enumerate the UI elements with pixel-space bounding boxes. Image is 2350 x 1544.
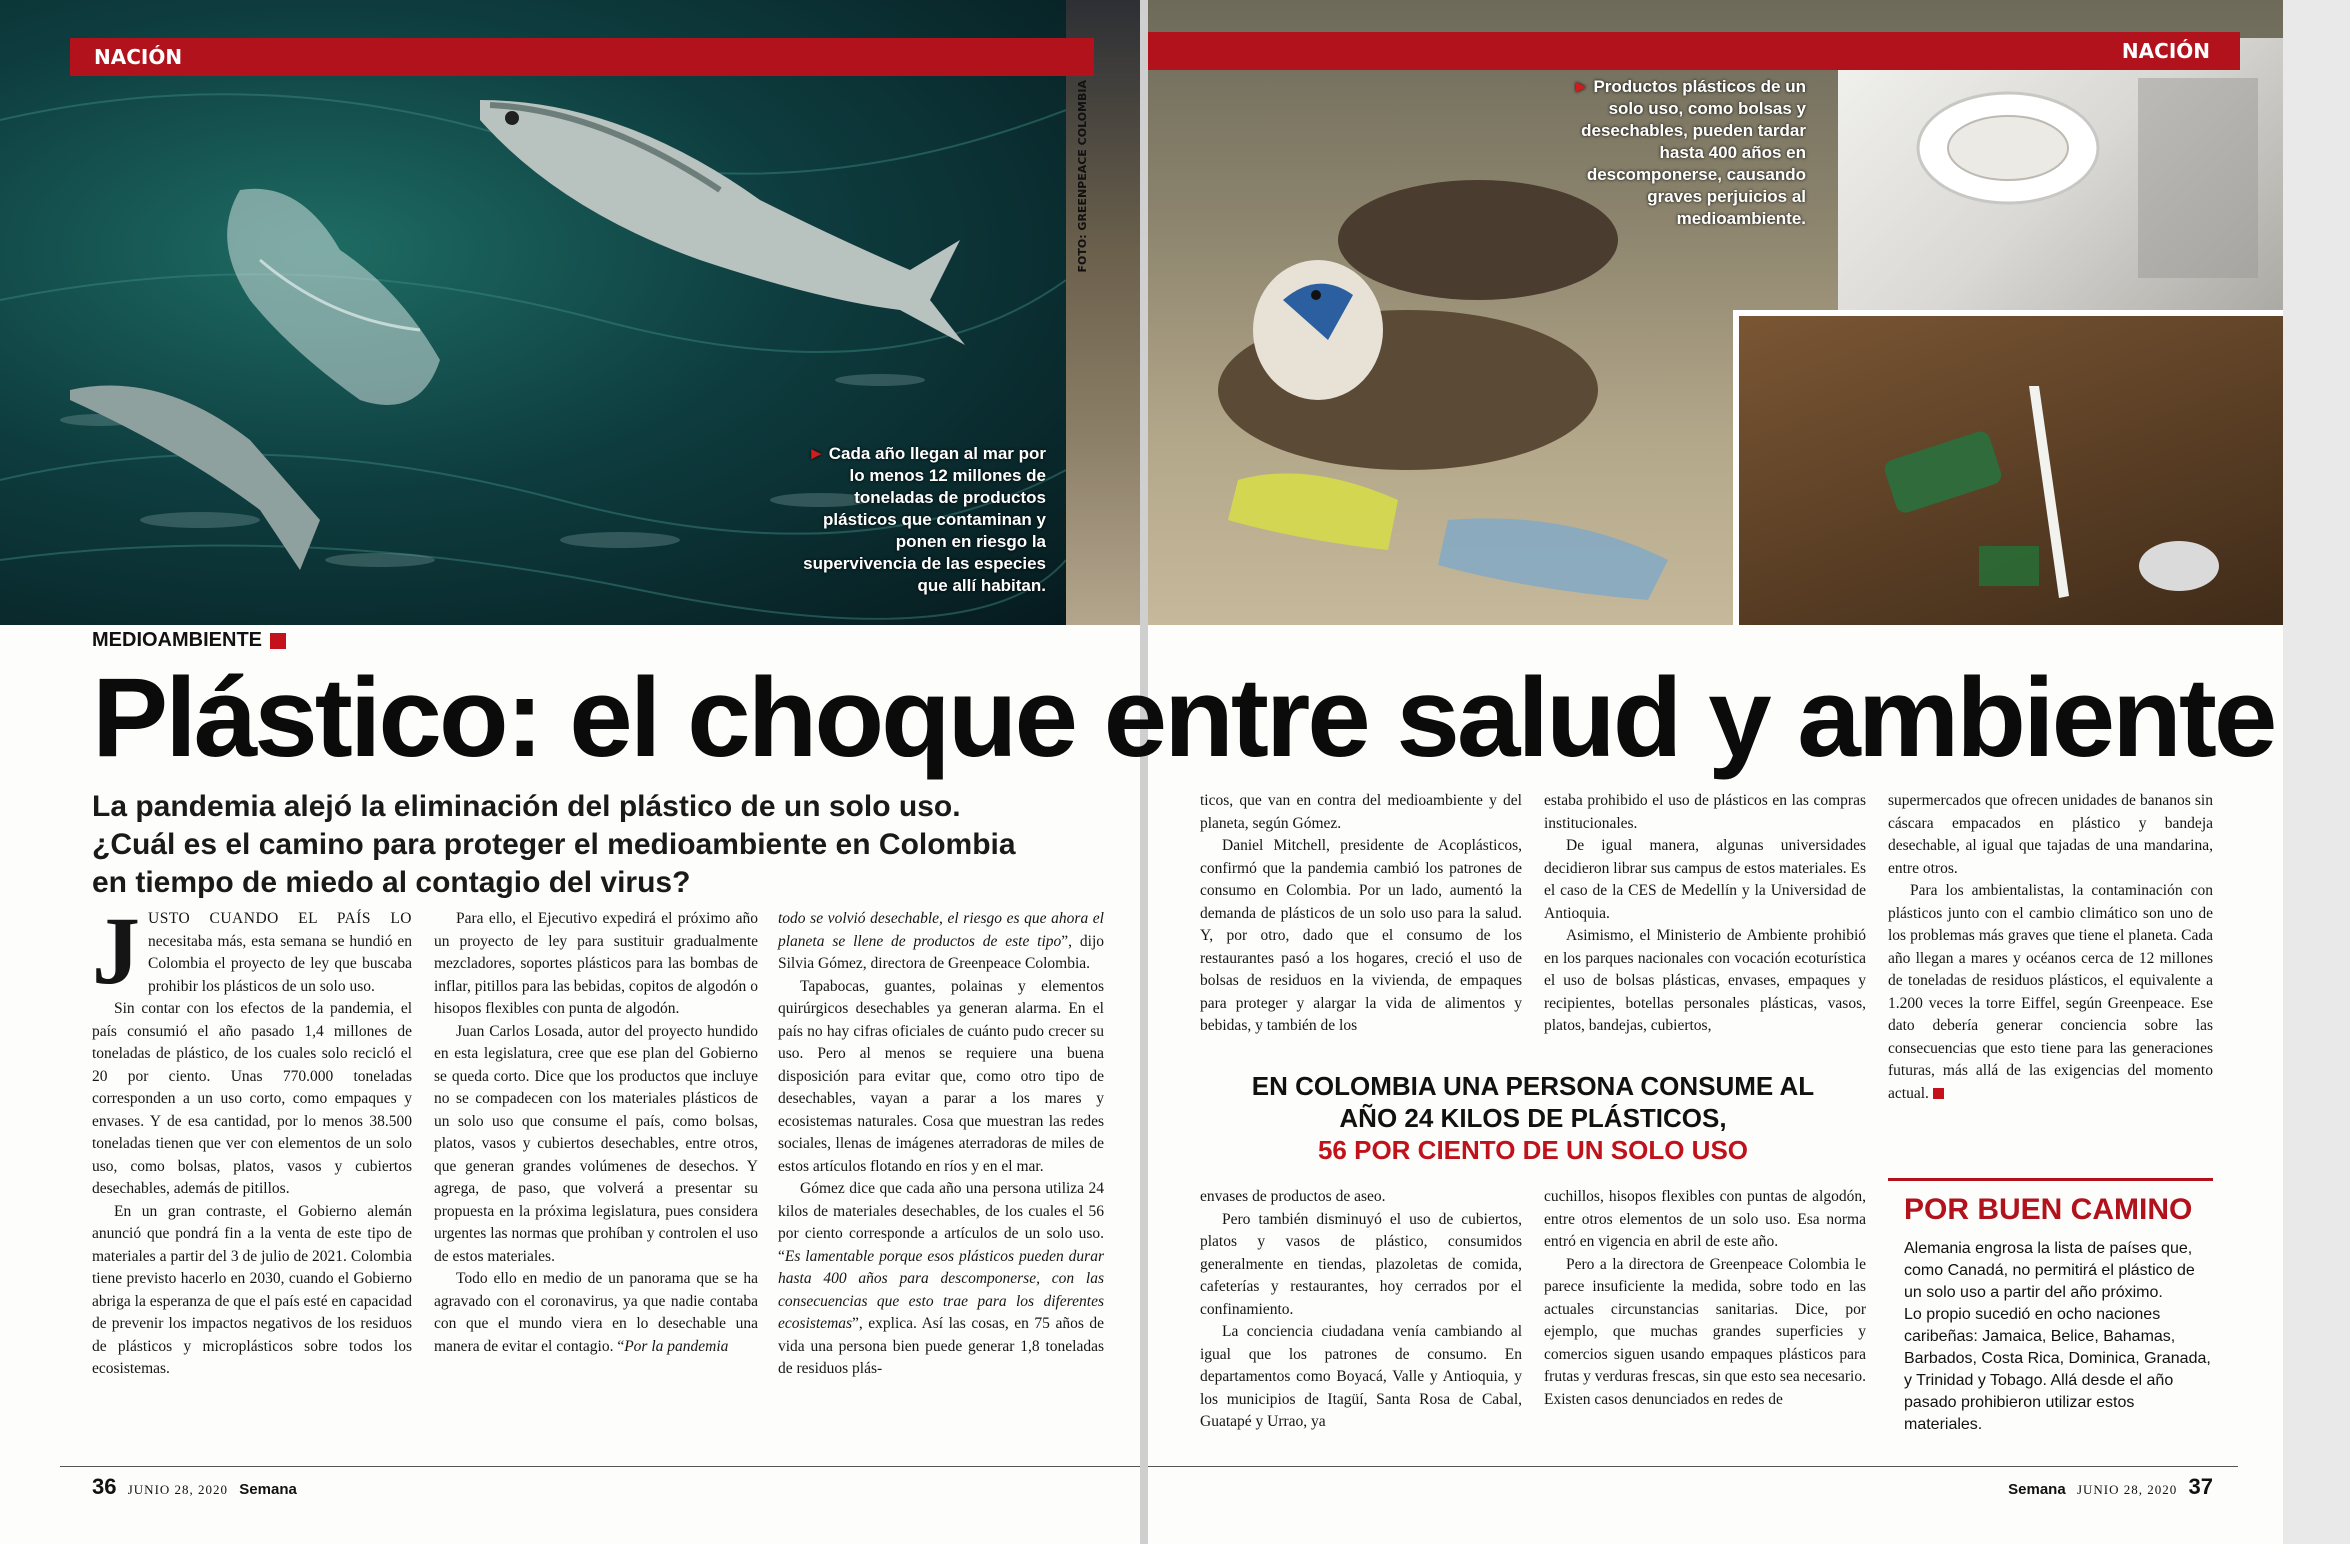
paragraph: Asimismo, el Ministerio de Ambiente prohibió en los parques nacionales con vocación ecoturística el uso de bolsas plásticas, envases, empaques y recipientes, botellas personales plásticas, vasos, platos, bandejas, cubiertos, <box>1544 927 1866 1034</box>
headline: Plástico: el choque entre salud y ambiente <box>92 655 2275 780</box>
caption-arrow-icon: ► <box>1572 77 1590 96</box>
sidebar-box <box>1888 1190 2213 1436</box>
photo-credit: FOTO: GREENPEACE COLOMBIA <box>1076 80 1089 273</box>
bird-photo-edge <box>1066 0 1140 625</box>
section-bar-right: NACIÓN <box>1148 32 2240 70</box>
paragraph: ticos, que van en contra del medioambiente y del planeta, según Gómez. <box>1200 792 1522 832</box>
paragraph: supermercados que ofrecen unidades de bananos sin cáscara empacados en plástico y bandeja desechable, al igual que tajadas de una mandarina, entre otros. <box>1888 792 2213 877</box>
paragraph: Sin contar con los efectos de la pandemia, el país consumió el año pasado 1,4 millones de toneladas de plástico, de los cuales solo recicló el 20 por ciento. Unas 770.000 toneladas corresponden a un uso corto, como empaques y envases. Y de esa cantidad, por lo menos 38.500 toneladas tienen que ver con elementos de un solo uso, como bolsas, platos, vasos y cubiertos desechables, además de pitillos. <box>92 1000 412 1197</box>
column-4-bottom <box>1200 1186 1522 1434</box>
folio-right: Semana JUNIO 28, 2020 37 <box>2008 1474 2213 1499</box>
paragraph: Daniel Mitchell, presidente de Acoplásticos, confirmó que la pandemia cambió los patrones de consumo en Colombia. Por un lado, aumentó la demanda de plásticos de un solo uso para la salud. Y, por otro, dado que el consumo de los restaurantes pasó a los hogares, creció el uso de bolsas de residuos en la vivienda, de empaques para proteger y alargar la vida de alimentos y bebidas, y también de los <box>1200 837 1522 1034</box>
lead-caps: USTO CUANDO EL PAÍS LO <box>148 910 412 927</box>
dropcap: J <box>92 897 140 1004</box>
footer-rule-left <box>60 1466 1140 1467</box>
sidebar-rule <box>1888 1178 2213 1181</box>
forest-illustration <box>1739 316 2283 625</box>
paragraph: En un gran contraste, el Gobierno alemán anunció que pondrá fin a la venta de este tipo de materiales a partir del 3 de julio de 2021. Colombia tiene previsto hacerlo en 2030, cuando el Gobierno abriga la esperanza de que el país esté en capacidad de prevenir los impactos negativos de los residuos de plásticos y microplásticos sobre todos los ecosistemas. <box>92 1202 412 1377</box>
pull-quote: EN COLOMBIA UNA PERSONA CONSUME AL AÑO 24 KILOS DE PLÁSTICOS, 56 POR CIENTO DE UN SOLO USO <box>1251 1071 1815 1165</box>
forest-litter-photo <box>1733 310 2283 625</box>
section-bar-left: NACIÓN <box>70 38 1094 76</box>
sidebar-paragraph: Lo propio sucedió en ocho naciones caribeñas: Jamaica, Belice, Bahamas, Barbados, Costa Rica, Dominica, Granada, y Trinidad y Tobago. Allá desde el año pasado prohibieron utilizar estos materiales. <box>1904 1306 2211 1433</box>
paragraph: La conciencia ciudadana venía cambiando al igual que los patrones de consumo. En departamentos como Boyacá, Valle y Antioquia, y los municipios de Itagüí, Santa Rosa de Cabal, Guatapé y Urrao, ya <box>1200 1323 1522 1430</box>
products-caption: ► Productos plásticos de un solo uso, como bolsas y desechables, pueden tardar hasta 400 años en descomponerse, causando graves perjuicios al medioambiente. <box>1572 77 1806 228</box>
sidebar-title: POR BUEN CAMINO <box>1904 1193 2193 1226</box>
caption-arrow-icon: ► <box>807 444 825 463</box>
column-6: supermercados que ofrecen unidades de bananos sin cáscara empacados en plástico y bandeja desechable, al igual que tajadas de una mandarina, entre otros. Para los ambientalistas, la contaminación con plásticos junto con el cambio climático son uno de los problemas más graves que tiene el planeta. Cada año llegan a mares y océanos cerca de 12 millones de toneladas de residuos plásticos, el equivalente a 1.200 veces la torre Eiffel, según Greenpeace. Ese dato debería generar conciencia sobre las consecuencias que esto tiene para las generaciones futuras, más allá de las exigencias del momento actual. <box>1888 792 2213 1102</box>
fish-photo-caption: ► Cada año llegan al mar por lo menos 12 millones de toneladas de productos plásticos que contaminan y ponen en riesgo la supervivencia de las especies que allí habitan. <box>803 444 1046 595</box>
paragraph: Pero a la directora de Greenpeace Colombia le parece insuficiente la medida, sobre todo en las actuales circunstancias sanitarias. Dice, por ejemplo, que muchas grandes superficies y comercios siguen usando empaques plásticos para frutas y verduras frescas, sin que esto sea necesario. Existen casos denunciados en redes de <box>1544 1255 1866 1408</box>
paragraph: envases de productos de aseo. <box>1200 1188 1386 1205</box>
paragraph: estaba prohibido el uso de plásticos en las compras institucionales. <box>1544 792 1866 832</box>
end-mark-icon <box>1933 1088 1944 1099</box>
footer-rule-right <box>1148 1466 2238 1467</box>
paragraph: Para ello, el Ejecutivo expedirá el próximo año un proyecto de ley para sustituir gradualmente mezcladores, soportes plásticos para las bombas de inflar, pitillos para las bebidas, copitos de algodón o hisopos flexibles con punta de algodón. <box>434 910 758 1017</box>
paragraph: Pero también disminuyó el uso de cubiertos, platos y vasos de plástico, consumidos generalmente en tiendas, plazoletas de comida, cafeterías y restaurantes, hoy cerrados por el confinamiento. <box>1200 1210 1522 1318</box>
column-4 <box>1200 790 1522 1038</box>
plastic-cups-photo <box>1838 38 2283 328</box>
kicker: MEDIOAMBIENTE <box>92 629 286 652</box>
kicker-square-icon <box>270 633 286 649</box>
column-5 <box>1544 790 1866 1038</box>
paragraph: cuchillos, hisopos flexibles con puntas de algodón, entre otros elementos de un solo uso. Esa norma entró en vigencia en abril de este año. <box>1544 1188 1866 1250</box>
deck: La pandemia alejó la eliminación del plástico de un solo uso. ¿Cuál es el camino para proteger el medioambiente en Colombia en tiempo de miedo al contagio del virus? <box>92 790 1016 899</box>
column-1: JUSTO CUANDO EL PAÍS LO necesitaba más, esta semana se hundió en Colombia el proyecto de ley que buscaba prohibir los plásticos de un solo uso. Sin contar con los efectos de la pandemia, el país consumió el año pasado 1,4 millones de toneladas de plástico, de los cuales solo recicló el 20 por ciento. Unas 770.000 toneladas corresponden a un uso corto, como empaques y envases. Y de esa cantidad, por lo menos 38.500 toneladas tienen que ver con elementos de un solo uso, como bolsas, platos, vasos y cubiertos desechables, además de pitillos. En un gran contraste, el Gobierno alemán anunció que pondrá fin a la venta de este tipo de materiales a partir del 3 de julio de 2021. Colombia tiene previsto hacerlo en 2030, cuando el Gobierno abriga la esperanza de que el país esté en capacidad de prevenir los impactos negativos de los residuos de plásticos y microplásticos sobre todos los ecosistemas. <box>92 908 412 1381</box>
folio-left: 36 JUNIO 28, 2020 Semana <box>92 1474 297 1499</box>
paragraph: Juan Carlos Losada, autor del proyecto hundido en esta legislatura, cree que ese plan del Gobierno se queda corto. Dice que los productos que incluye no se compadecen con los materiales plásticos de un solo uso que consume el país, como bolsas, platos, vasos y cubiertos desechables, entre otros, que generan grandes volúmenes de desechos. Y agrega, de paso, que volverá a presentar su propuesta en la próxima legislatura, pues considera urgentes las normas que prohíban y controlen el uso de estos materiales. <box>434 1022 758 1265</box>
column-5-bottom <box>1544 1186 1866 1411</box>
sidebar-paragraph: Alemania engrosa la lista de países que, como Canadá, no permitirá el plástico de un solo uso a partir del año próximo. <box>1904 1240 2195 1301</box>
paragraph: Tapabocas, guantes, polainas y elementos quirúrgicos desechables ya generan alarma. En el país no hay cifras oficiales de cuánto pudo crecer su uso. Pero al menos se requiere una buena disposición para evitar que, como otro tipo de desechables, vayan a parar a los mares y ecosistemas naturales. Cosa que muestran las redes sociales, llenas de imágenes aterradoras de miles de estos artículos flotando en ríos y en el mar. <box>778 977 1104 1175</box>
column-3: todo se volvió desechable, el riesgo es que ahora el planeta se llene de productos de este tipo”, dijo Silvia Gómez, directora de Greenpeace Colombia. Tapabocas, guantes, polainas y elementos quirúrgicos desechables ya generan alarma. En el país no hay cifras oficiales de cuánto pudo crecer su uso. Pero al menos se requiere una buena disposición para evitar que, como otro tipo de desechables, vayan a parar a los mares y ecosistemas naturales. Cosa que muestran las redes sociales, llenas de imágenes aterradoras de miles de estos artículos flotando en ríos y en el mar. Gómez dice que cada año una persona utiliza 24 kilos de materiales desechables, de los cuales el 56 por ciento corresponde a artículos de un solo uso. “Es lamentable porque esos plásticos pueden durar hasta 400 años para descomponerse, con las consecuencias que esto trae para los diferentes ecosistemas”, explica. Así las cosas, en 75 años de vida una persona bien puede generar 1,8 toneladas de residuos plás- <box>778 910 1105 1377</box>
fish-photo <box>0 0 1066 625</box>
paragraph: De igual manera, algunas universidades decidieron librar sus campus de estos materiales. Es el caso de la CES de Medellín y la Universidad de Antioquia. <box>1544 837 1866 922</box>
column-2: Para ello, el Ejecutivo expedirá el próximo año un proyecto de ley para sustituir gradualmente mezcladores, soportes plásticos para las bombas de inflar, pitillos para las bebidas, copitos de algodón o hisopos flexibles con punta de algodón. Juan Carlos Losada, autor del proyecto hundido en esta legislatura, cree que ese plan del Gobierno se queda corto. Dice que los productos que incluye no se compadecen con los materiales plásticos de un solo uso que consume el país, como bolsas, platos, vasos y cubiertos desechables, entre otros, que generan grandes volúmenes de desechos. Y agrega, de paso, que volverá a presentar su propuesta en la próxima legislatura, pues considera urgentes las normas que prohíban y controlen el uso de estos materiales. Todo ello en medio de un panorama que se ha agravado con el coronavirus, ya que nadie contaba con que el mundo viera en lo desechable una manera de evitar el contagio. “Por la pandemia <box>434 910 758 1355</box>
cups-illustration <box>1838 38 2283 328</box>
